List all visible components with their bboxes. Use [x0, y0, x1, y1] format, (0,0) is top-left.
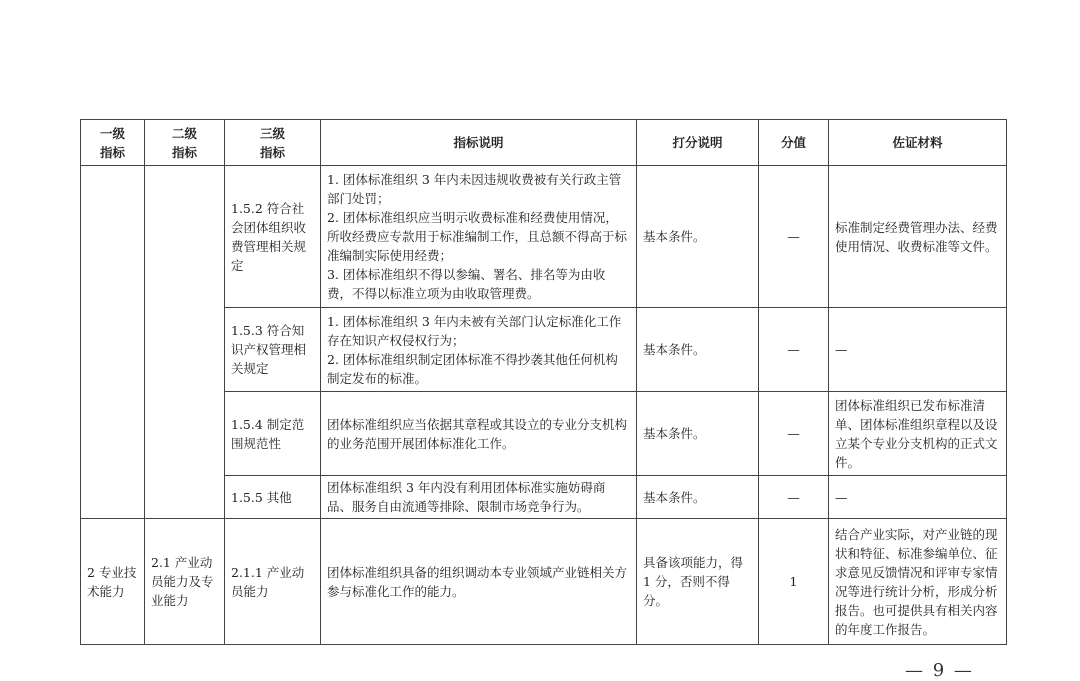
value-cell: —: [759, 166, 829, 308]
page-number: — 9 —: [905, 660, 974, 681]
evidence-cell: —: [829, 308, 1007, 392]
description-line: 2. 团体标准组织应当明示收费标准和经费使用情况，所收经费应专款用于标准编制工作，且总额不得高于标准编制实际使用经费；: [327, 210, 628, 263]
evidence-cell: 标准制定经费管理办法、经费使用情况、收费标准等文件。: [829, 166, 1007, 308]
evidence-cell: —: [829, 476, 1007, 519]
level2-cell: [145, 166, 225, 519]
value-cell: —: [759, 476, 829, 519]
header-level2: 二级 指标: [145, 120, 225, 166]
description-line: 1. 团体标准组织 3 年内未被有关部门认定标准化工作存在知识产权侵权行为；: [327, 313, 622, 348]
header-evidence: 佐证材料: [829, 120, 1007, 166]
level1-cell: [81, 166, 145, 519]
description-line: 1. 团体标准组织 3 年内未因违规收费被有关行政主管部门处罚；: [327, 172, 622, 206]
table-row: [81, 519, 1007, 645]
evidence-cell: 团体标准组织已发布标准清单、团体标准组织章程以及设立某个专业分支机构的正式文件。: [829, 392, 1007, 476]
value-cell: —: [759, 308, 829, 392]
description-cell: [321, 476, 637, 519]
header-level1: 一级 指标: [81, 120, 145, 166]
level3-cell: 1.5.3 符合知识产权管理相关规定: [225, 308, 321, 392]
header-level3: 三级 指标: [225, 120, 321, 166]
description-cell: [321, 166, 637, 308]
header-description: 指标说明: [321, 120, 637, 166]
scoring-cell: 基本条件。: [637, 308, 759, 392]
description-line: 团体标准组织应当依据其章程或其设立的专业分支机构的业务范围开展团体标准化工作。: [327, 416, 628, 451]
description-line: 3. 团体标准组织不得以参编、署名、排名等为由收费，不得以标准立项为由收取管理费。: [327, 267, 606, 301]
evidence-cell: 结合产业实际，对产业链的现状和特征、标准参编单位、征求意见反馈情况和评审专家情况等进行统计分析，形成分析报告。也可提供具有相关内容的年度工作报告。: [829, 519, 1007, 645]
level3-cell: 1.5.4 制定范围规范性: [225, 392, 321, 476]
evaluation-table: [80, 119, 1007, 645]
level3-cell: 1.5.2 符合社会团体组织收费管理相关规定: [225, 166, 321, 308]
table-row: [81, 166, 1007, 308]
level3-cell: 2.1.1 产业动员能力: [225, 519, 321, 645]
scoring-cell: 具备该项能力，得 1 分，否则不得分。: [637, 519, 759, 645]
level3-cell: 1.5.5 其他: [225, 476, 321, 519]
scoring-cell: 基本条件。: [637, 476, 759, 519]
description-cell: [321, 519, 637, 645]
description-cell: [321, 308, 637, 392]
level1-cell: 2 专业技术能力: [81, 519, 145, 645]
scoring-cell: 基本条件。: [637, 166, 759, 308]
description-line: 2. 团体标准组织制定团体标准不得抄袭其他任何机构制定发布的标准。: [327, 351, 618, 386]
scoring-cell: 基本条件。: [637, 392, 759, 476]
header-row: [81, 120, 1007, 166]
header-scoring: 打分说明: [637, 120, 759, 166]
value-cell: 1: [759, 519, 829, 645]
level2-cell: 2.1 产业动员能力及专业能力: [145, 519, 225, 645]
description-line: 团体标准组织具备的组织调动本专业领域产业链相关方参与标准化工作的能力。: [327, 564, 628, 599]
header-value: 分值: [759, 120, 829, 166]
description-cell: [321, 392, 637, 476]
value-cell: —: [759, 392, 829, 476]
description-line: 团体标准组织 3 年内没有利用团体标准实施妨碍商品、服务自由流通等排除、限制市场竞争行为。: [327, 480, 606, 514]
